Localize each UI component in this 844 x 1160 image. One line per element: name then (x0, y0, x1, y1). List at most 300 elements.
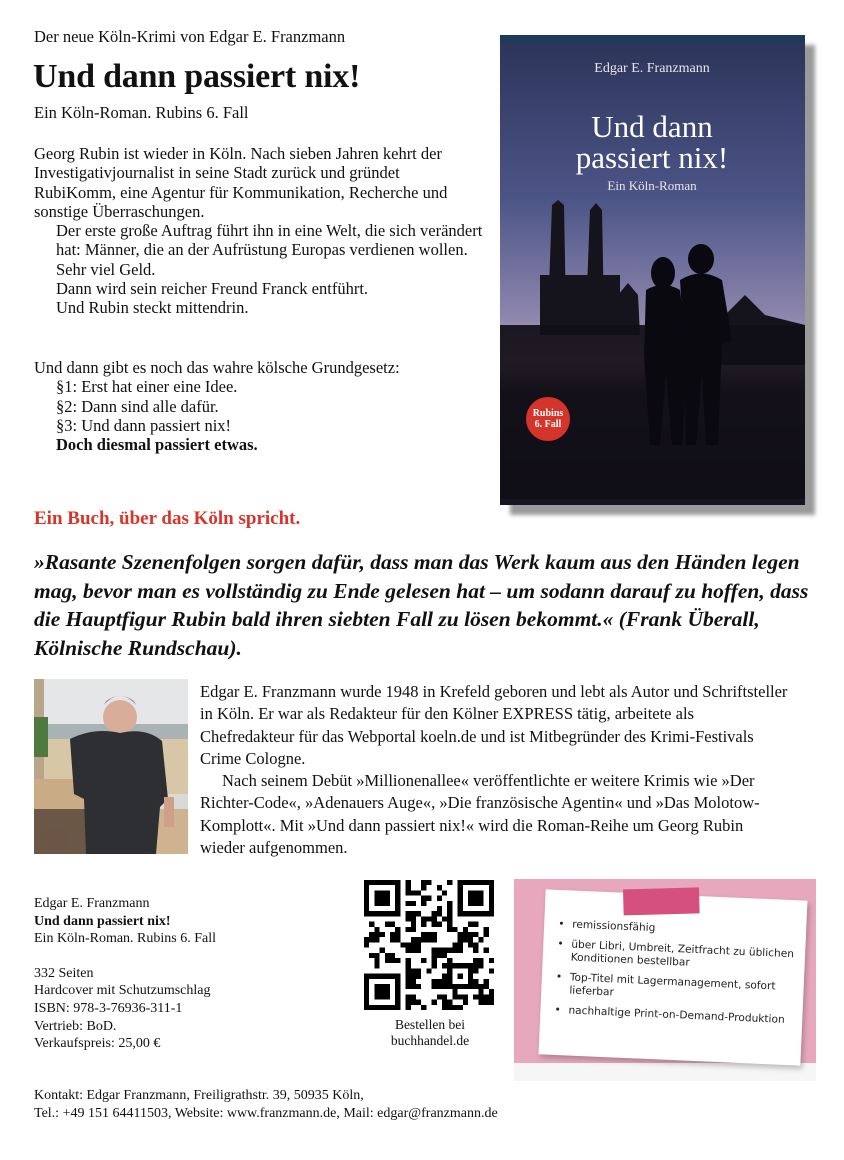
qr-module (395, 984, 400, 989)
facts-title: Und dann passiert nix! (34, 913, 171, 929)
qr-module (489, 994, 494, 999)
qr-module (489, 906, 494, 911)
qr-module (426, 937, 431, 942)
qr-module (432, 984, 437, 989)
qr-module (374, 958, 379, 963)
qr-module (406, 963, 411, 968)
qr-module (395, 989, 400, 994)
kicker: Der neue Köln-Krimi von Edgar E. Franzmann (34, 27, 346, 46)
qr-module (411, 901, 416, 906)
facts-binding: Hardcover mit Schutzumschlag (34, 983, 211, 999)
qr-module (437, 885, 442, 890)
qr-module (416, 890, 421, 895)
qr-module (484, 1000, 489, 1005)
qr-module (416, 942, 421, 947)
qr-module (390, 932, 395, 937)
qr-module (463, 963, 468, 968)
qr-module (478, 911, 483, 916)
qr-module (478, 984, 483, 989)
qr-code-graphic (364, 880, 494, 1010)
qr-module (426, 916, 431, 921)
qr-module (437, 979, 442, 984)
qr-module (406, 1005, 411, 1010)
qr-module (416, 1000, 421, 1005)
qr-module (447, 922, 452, 927)
qr-module (468, 911, 473, 916)
qr-module (473, 932, 478, 937)
qr-module (395, 958, 400, 963)
qr-module (484, 979, 489, 984)
qr-module (478, 937, 483, 942)
qr-module (390, 937, 395, 942)
contact-info (34, 1087, 498, 1123)
qr-module (380, 948, 385, 953)
qr-module (489, 989, 494, 994)
qr-module (447, 1005, 452, 1010)
qr-module (406, 974, 411, 979)
qr-module (468, 942, 473, 947)
qr-module (406, 880, 411, 885)
author-photo-image (34, 679, 188, 854)
cover-badge-line2: 6. Fall (534, 419, 562, 430)
qr-module (447, 984, 452, 989)
qr-module (432, 937, 437, 942)
qr-module (406, 911, 411, 916)
qr-module (452, 984, 457, 989)
qr-module (458, 932, 463, 937)
qr-module (437, 896, 442, 901)
qr-module (473, 896, 478, 901)
bio-paragraph: Nach seinem Debüt »Millionenallee« veröffentlichte er weitere Krimis wie »Der Richter-Code«, »Adenauers Auge«, »Die französische Agentin« und »Das Molotow-Komplott«. Mit »Und dann passiert nix!« wird die Roman-Reihe um Georg Rubin wieder aufgenommen. (200, 771, 760, 858)
qr-module (390, 922, 395, 927)
qr-module (406, 927, 411, 932)
qr-module (458, 911, 463, 916)
qr-module (458, 906, 463, 911)
qr-module (447, 958, 452, 963)
qr-module (458, 896, 463, 901)
qr-module (426, 896, 431, 901)
qr-module (395, 1005, 400, 1010)
qr-module (458, 994, 463, 999)
qr-module (432, 932, 437, 937)
qr-module (395, 885, 400, 890)
qr-module (473, 942, 478, 947)
facts-author: Edgar E. Franzmann (34, 896, 150, 911)
qr-module (406, 968, 411, 973)
page-title: Und dann passiert nix! (33, 58, 361, 95)
qr-module (478, 963, 483, 968)
qr-module (458, 937, 463, 942)
subtitle: Ein Köln-Roman. Rubins 6. Fall (34, 103, 249, 122)
qr-module (374, 963, 379, 968)
qr-module (406, 890, 411, 895)
qr-module (390, 911, 395, 916)
qr-module (452, 948, 457, 953)
qr-module (468, 922, 473, 927)
qr-module (390, 953, 395, 958)
qr-module (411, 974, 416, 979)
qr-module (473, 890, 478, 895)
qr-module (395, 1000, 400, 1005)
qr-module (458, 885, 463, 890)
qr-module (432, 953, 437, 958)
qr-module (395, 937, 400, 942)
qr-module (364, 911, 369, 916)
qr-module (395, 911, 400, 916)
qr-module (369, 880, 374, 885)
qr-module (406, 1000, 411, 1005)
qr-module (400, 942, 405, 947)
qr-module (406, 901, 411, 906)
qr-module (385, 1005, 390, 1010)
features-item: • Top-Titel mit Lagermanagement, sofort lieferbar (555, 971, 796, 1007)
qr-module (385, 896, 390, 901)
qr-module (432, 1000, 437, 1005)
contact-details: Tel.: +49 151 64411503, Website: www.franzmann.de, Mail: edgar@franzmann.de (34, 1106, 498, 1121)
cover-title-line2: passiert nix! (575, 140, 729, 175)
qr-module (385, 974, 390, 979)
qr-module (447, 916, 452, 921)
qr-module (364, 984, 369, 989)
book-facts (34, 895, 216, 1053)
qr-module (468, 932, 473, 937)
qr-module (473, 963, 478, 968)
tagline: Ein Buch, über das Köln spricht. (34, 508, 301, 529)
qr-module (447, 1000, 452, 1005)
qr-module (380, 911, 385, 916)
qr-module (364, 901, 369, 906)
qr-module (364, 989, 369, 994)
qr-module (437, 922, 442, 927)
qr-module (390, 958, 395, 963)
qr-module (380, 1005, 385, 1010)
qr-module (369, 922, 374, 927)
qr-module (458, 963, 463, 968)
qr-module (452, 927, 457, 932)
qr-module (406, 979, 411, 984)
qr-module (432, 911, 437, 916)
qr-module (416, 974, 421, 979)
qr-module (426, 880, 431, 885)
qr-module (421, 937, 426, 942)
qr-module (421, 901, 426, 906)
qr-module (395, 890, 400, 895)
qr-module (473, 984, 478, 989)
qr-module (380, 901, 385, 906)
qr-module (432, 916, 437, 921)
qr-module (364, 1005, 369, 1010)
qr-module (374, 896, 379, 901)
qr-module (437, 906, 442, 911)
qr-module (374, 937, 379, 942)
qr-module (489, 896, 494, 901)
qr-module (385, 901, 390, 906)
qr-module (489, 885, 494, 890)
tape-decoration (623, 887, 700, 915)
qr-module (478, 994, 483, 999)
qr-module (421, 1005, 426, 1010)
qr-module (380, 890, 385, 895)
qr-module (411, 968, 416, 973)
qr-module (374, 989, 379, 994)
qr-module (364, 937, 369, 942)
qr-module (442, 994, 447, 999)
intro-text (34, 144, 484, 318)
qr-module (380, 896, 385, 901)
qr-module (395, 927, 400, 932)
qr-module (484, 927, 489, 932)
qr-code-icon[interactable] (364, 880, 494, 1010)
qr-module (364, 974, 369, 979)
qr-module (473, 979, 478, 984)
qr-module (458, 1005, 463, 1010)
qr-module (484, 911, 489, 916)
qr-module (406, 958, 411, 963)
qr-module (395, 974, 400, 979)
features-item: • über Libri, Umbreit, Zeitfracht zu üblichen Konditionen bestellbar (556, 938, 797, 974)
qr-module (374, 1005, 379, 1010)
qr-module (463, 937, 468, 942)
qr-module (421, 932, 426, 937)
qr-module (411, 979, 416, 984)
qr-module (416, 911, 421, 916)
qr-module (411, 927, 416, 932)
qr-module (380, 989, 385, 994)
qr-module (364, 880, 369, 885)
qr-module (437, 911, 442, 916)
qr-module (478, 880, 483, 885)
qr-module (478, 958, 483, 963)
qr-module (489, 901, 494, 906)
review-quote: »Rasante Szenenfolgen sorgen dafür, dass man das Werk kaum aus den Händen legen mag, bevor man es vollständig zu Ende gelesen hat – um sodann darauf zu hoffen, dass die Hauptfigur Rubin bald ihren siebten Fall zu lösen bekommt.« (Frank Überall, Kölnische Rundschau). (34, 550, 809, 660)
qr-module (442, 984, 447, 989)
qr-module (458, 880, 463, 885)
cover-title-line1: Und dann (591, 109, 713, 144)
qr-module (468, 901, 473, 906)
qr-module (473, 901, 478, 906)
qr-module (484, 984, 489, 989)
qr-module (447, 979, 452, 984)
qr-module (411, 916, 416, 921)
qr-module (364, 1000, 369, 1005)
features-list (554, 918, 798, 1034)
qr-module (426, 932, 431, 937)
qr-module (364, 890, 369, 895)
qr-module (369, 1005, 374, 1010)
qr-module (416, 937, 421, 942)
qr-module (426, 968, 431, 973)
qr-module (432, 963, 437, 968)
qr-module (369, 932, 374, 937)
qr-module (463, 984, 468, 989)
qr-module (374, 901, 379, 906)
qr-module (442, 948, 447, 953)
qr-module (411, 948, 416, 953)
qr-module (380, 984, 385, 989)
qr-module (421, 958, 426, 963)
qr-module (411, 984, 416, 989)
qr-module (395, 994, 400, 999)
qr-module (406, 948, 411, 953)
qr-module (442, 979, 447, 984)
qr-module (374, 890, 379, 895)
cover-author: Edgar E. Franzmann (594, 61, 710, 76)
qr-module (411, 1000, 416, 1005)
qr-module (463, 927, 468, 932)
qr-module (442, 1005, 447, 1010)
features-note (539, 889, 808, 1065)
qr-module (463, 932, 468, 937)
grundgesetz-lead: Und dann gibt es noch das wahre kölsche Grundgesetz: (34, 358, 400, 377)
qr-module (390, 880, 395, 885)
qr-module (437, 953, 442, 958)
qr-module (385, 953, 390, 958)
qr-module (473, 922, 478, 927)
qr-module (452, 942, 457, 947)
qr-module (473, 948, 478, 953)
grundgesetz-closing: Doch diesmal passiert etwas. (56, 435, 258, 455)
qr-module (374, 911, 379, 916)
qr-module (473, 968, 478, 973)
qr-module (458, 942, 463, 947)
qr-module (463, 1000, 468, 1005)
qr-module (374, 927, 379, 932)
qr-module (442, 963, 447, 968)
qr-module (385, 989, 390, 994)
qr-module (364, 896, 369, 901)
qr-module (374, 994, 379, 999)
qr-module (385, 984, 390, 989)
qr-module (416, 948, 421, 953)
qr-module (374, 984, 379, 989)
qr-module (364, 994, 369, 999)
qr-module (369, 953, 374, 958)
qr-module (478, 890, 483, 895)
qr-module (468, 880, 473, 885)
order-caption-line2[interactable]: buchhandel.de (390, 1033, 470, 1048)
qr-module (395, 880, 400, 885)
qr-module (374, 880, 379, 885)
qr-module (484, 932, 489, 937)
qr-module (473, 994, 478, 999)
qr-module (447, 901, 452, 906)
features-note-panel (514, 879, 816, 1081)
qr-module (447, 968, 452, 973)
qr-module (369, 911, 374, 916)
facts-isbn: ISBN: 978-3-76936-311-1 (34, 1000, 183, 1016)
intro-paragraph-text: Der erste große Auftrag führt ihn in eine Welt, die sich verändert hat: Männer, die an der Aufrüstung Europas verdienen wollen. Sehr viel Geld. (56, 221, 483, 279)
qr-module (421, 896, 426, 901)
qr-module (447, 880, 452, 885)
qr-module (369, 974, 374, 979)
qr-module (416, 984, 421, 989)
qr-module (437, 948, 442, 953)
qr-module (484, 880, 489, 885)
author-bio (200, 681, 790, 859)
qr-module (364, 979, 369, 984)
qr-module (489, 958, 494, 963)
qr-module (411, 890, 416, 895)
grundgesetz (34, 358, 494, 454)
qr-module (473, 958, 478, 963)
qr-module (390, 1005, 395, 1010)
qr-module (468, 896, 473, 901)
qr-module (411, 911, 416, 916)
qr-module (447, 906, 452, 911)
cover-subtitle: Ein Köln-Roman (607, 178, 697, 193)
qr-module (452, 1005, 457, 1010)
qr-module (395, 979, 400, 984)
qr-module (437, 984, 442, 989)
qr-module (380, 880, 385, 885)
qr-module (468, 974, 473, 979)
qr-module (447, 974, 452, 979)
facts-subtitle: Ein Köln-Roman. Rubins 6. Fall (34, 931, 216, 947)
qr-module (473, 911, 478, 916)
qr-module (395, 932, 400, 937)
grundgesetz-item: §3: Und dann passiert nix! (56, 415, 232, 435)
qr-module (380, 994, 385, 999)
qr-module (442, 916, 447, 921)
facts-pages: 332 Seiten (34, 965, 94, 981)
qr-module (406, 942, 411, 947)
qr-module (369, 937, 374, 942)
qr-module (432, 979, 437, 984)
bio-paragraph: Edgar E. Franzmann wurde 1948 in Krefeld geboren und lebt als Autor und Schriftsteller in Köln. Er war als Redakteur für den Kölner EXPRESS tätig, arbeitete als Chefredakteur für das Webportal koeln.de und ist Mitbegründer des Krimi-Festivals Crime Cologne. (200, 682, 788, 768)
qr-module (442, 1000, 447, 1005)
qr-module (478, 1000, 483, 1005)
order-caption-line1: Bestellen bei (394, 1017, 466, 1032)
intro-paragraph: Und Rubin steckt mittendrin. (56, 298, 249, 318)
qr-module (468, 968, 473, 973)
qr-module (463, 911, 468, 916)
qr-module (473, 880, 478, 885)
qr-module (489, 968, 494, 973)
qr-module (468, 890, 473, 895)
qr-module (452, 989, 457, 994)
book-cover-image (500, 35, 805, 505)
qr-module (442, 890, 447, 895)
features-item: • nachhaltige Print-on-Demand-Produktion (554, 1004, 794, 1027)
qr-module (447, 927, 452, 932)
qr-module (385, 911, 390, 916)
grundgesetz-item: §2: Dann sind alle dafür. (56, 396, 219, 416)
qr-module (385, 958, 390, 963)
qr-module (432, 922, 437, 927)
qr-module (489, 890, 494, 895)
qr-module (458, 901, 463, 906)
qr-module (374, 974, 379, 979)
qr-module (395, 896, 400, 901)
qr-module (432, 948, 437, 953)
grundgesetz-item: §1: Erst hat einer eine Idee. (56, 377, 238, 397)
qr-module (421, 916, 426, 921)
qr-module (468, 937, 473, 942)
qr-module (478, 989, 483, 994)
qr-module (468, 979, 473, 984)
qr-module (452, 963, 457, 968)
qr-module (374, 932, 379, 937)
intro-paragraph: Georg Rubin ist wieder in Köln. Nach sieben Jahren kehrt der Investigativjournalist in seine Stadt zurück und gründet RubiKomm, eine Agentur für Kommunikation, Recherche und sonstige Überraschungen. (34, 144, 448, 221)
qr-module (411, 994, 416, 999)
qr-module (463, 994, 468, 999)
order-caption (355, 1017, 505, 1049)
qr-module (489, 1000, 494, 1005)
qr-module (421, 880, 426, 885)
qr-module (452, 994, 457, 999)
qr-module (489, 911, 494, 916)
qr-module (395, 906, 400, 911)
